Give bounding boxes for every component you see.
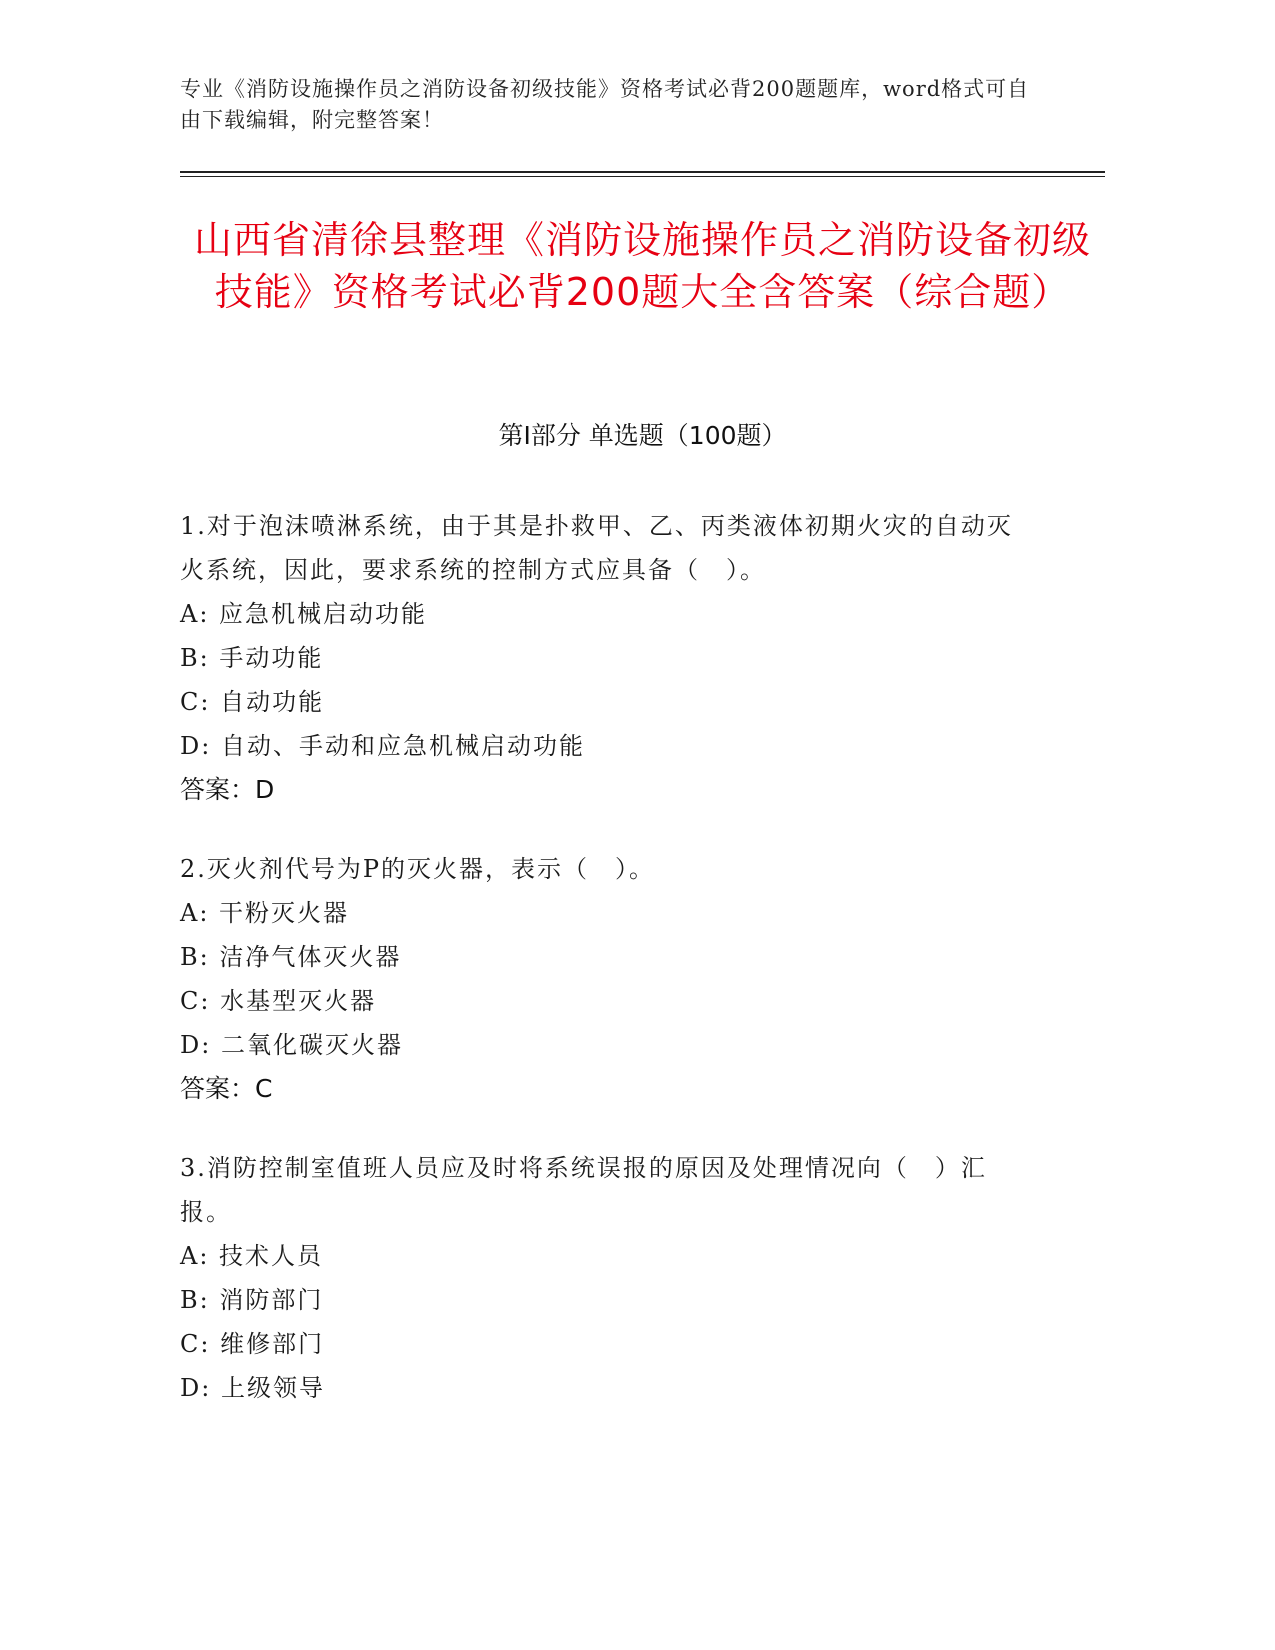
question-1 [180,504,1030,812]
option-c: C: 水基型灭火器 [180,987,377,1015]
option-b: B: 消防部门 [180,1286,324,1314]
option-d: D: 自动、手动和应急机械启动功能 [180,732,585,760]
option-a: A: 应急机械启动功能 [180,600,428,628]
header-note: 专业《消防设施操作员之消防设备初级技能》资格考试必背200题题库，word格式可自由下载编辑，附完整答案！ [180,77,1030,132]
question-text: 3.消防控制室值班人员应及时将系统误报的原因及处理情况向（ ）汇报。 [180,1154,987,1226]
question-2 [180,847,1030,1111]
question-3 [180,1146,1030,1410]
header-rule-thick [180,171,1105,173]
option-c: C: 维修部门 [180,1330,325,1358]
option-d: D: 二氧化碳灭火器 [180,1031,403,1059]
answer: 答案：D [180,775,275,804]
option-d: D: 上级领导 [180,1374,325,1402]
option-b: B: 洁净气体灭火器 [180,943,402,971]
option-a: A: 干粉灭火器 [180,899,350,927]
question-text: 2.灭火剂代号为P的灭火器，表示（ ）。 [180,855,656,883]
question-text: 1.对于泡沫喷淋系统，由于其是扑救甲、乙、丙类液体初期火灾的自动灭火系统，因此，要求系统的控制方式应具备（ ）。 [180,512,1013,584]
header-rule-thin [180,176,1105,177]
document-title: 山西省清徐县整理《消防设施操作员之消防设备初级技能》资格考试必背200题大全含答案（综合题） [193,218,1091,314]
answer: 答案：C [180,1074,273,1103]
section-heading: 第I部分 单选题（100题） [498,421,787,450]
option-a: A: 技术人员 [180,1242,324,1270]
option-c: C: 自动功能 [180,688,325,716]
option-b: B: 手动功能 [180,644,324,672]
question-list [180,504,1030,1445]
